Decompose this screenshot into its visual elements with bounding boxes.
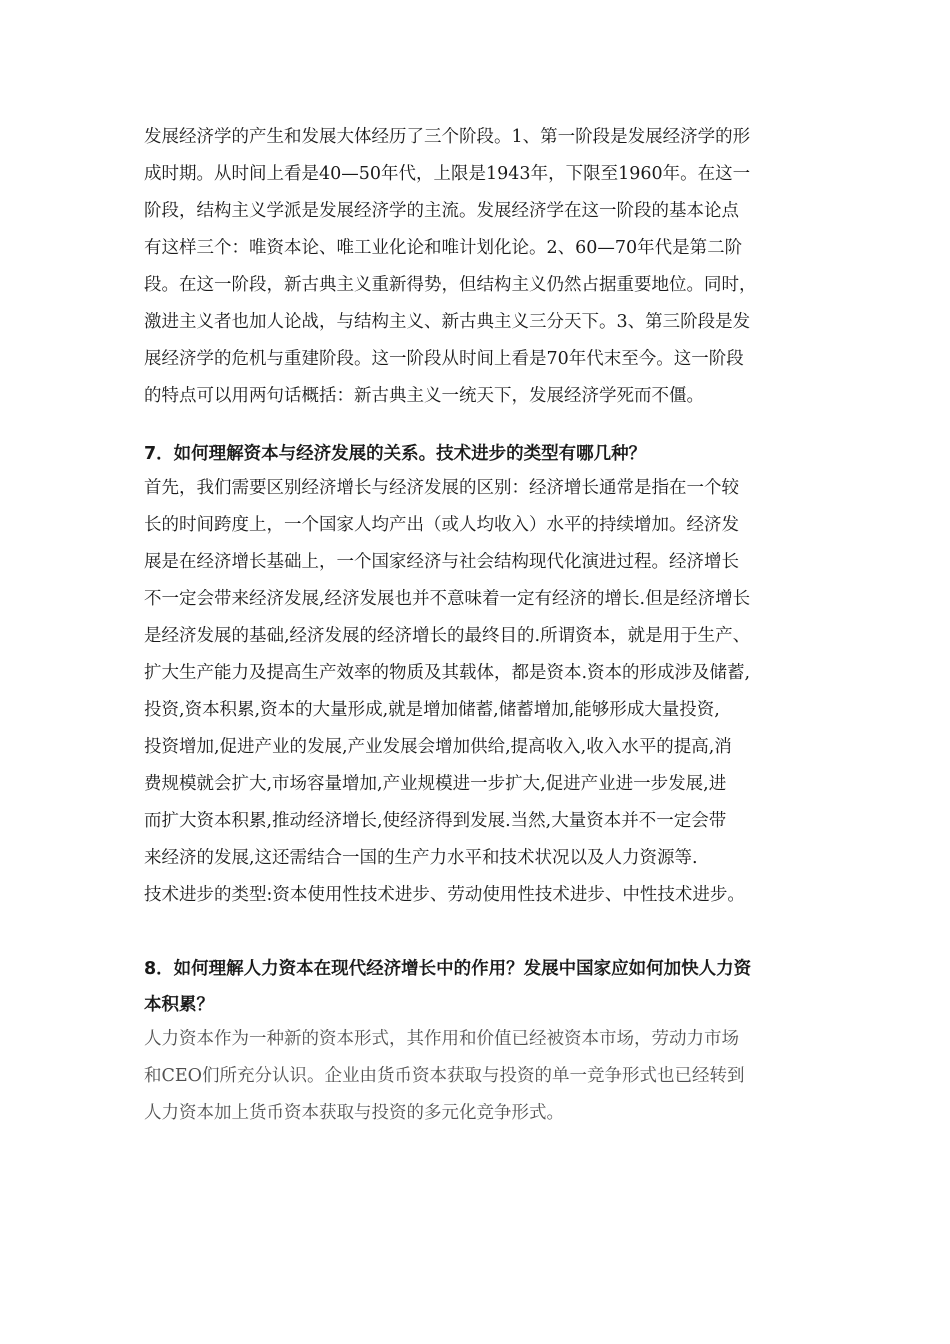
paragraph-line: 段。在这一阶段，新古典主义重新得势，但结构主义仍然占据重要地位。同时，	[144, 275, 757, 295]
paragraph-line: 有这样三个：唯资本论、唯工业化论和唯计划化论。2、60—70年代是第二阶	[144, 238, 743, 258]
paragraph-line: 投资,资本积累,资本的大量形成,就是增加储蓄,储蓄增加,能够形成大量投资,	[144, 700, 720, 720]
paragraph-line: 是经济发展的基础,经济发展的经济增长的最终目的.所谓资本，就是用于生产、	[144, 626, 751, 646]
paragraph-line: 展经济学的危机与重建阶段。这一阶段从时间上看是70年代末至今。这一阶段	[144, 349, 744, 369]
paragraph-line: 长的时间跨度上，一个国家人均产出（或人均收入）水平的持续增加。经济发	[144, 515, 739, 535]
question-heading: 本积累？	[144, 995, 214, 1015]
paragraph-line: 的特点可以用两句话概括：新古典主义一统天下，发展经济学死而不僵。	[144, 386, 704, 406]
paragraph-line: 人力资本作为一种新的资本形式，其作用和价值已经被资本市场，劳动力市场	[144, 1029, 739, 1049]
paragraph-line: 技术进步的类型:资本使用性技术进步、劳动使用性技术进步、中性技术进步。	[144, 885, 745, 905]
paragraph-line: 展是在经济增长基础上，一个国家经济与社会结构现代化演进过程。经济增长	[144, 552, 739, 572]
paragraph-line: 来经济的发展,这还需结合一国的生产力水平和技术状况以及人力资源等.	[144, 848, 698, 868]
question-heading: 8．如何理解人力资本在现代经济增长中的作用？发展中国家应如何加快人力资	[144, 959, 752, 979]
paragraph-line: 首先，我们需要区别经济增长与经济发展的区别：经济增长通常是指在一个较	[144, 478, 739, 498]
paragraph-line: 和CEO们所充分认识。企业由货币资本获取与投资的单一竞争形式也已经转到	[144, 1066, 745, 1086]
paragraph-line: 发展经济学的产生和发展大体经历了三个阶段。1、第一阶段是发展经济学的形	[144, 127, 751, 147]
paragraph-line: 而扩大资本积累,推动经济增长,使经济得到发展.当然,大量资本并不一定会带	[144, 811, 727, 831]
paragraph-line: 扩大生产能力及提高生产效率的物质及其载体，都是资本.资本的形成涉及储蓄,	[144, 663, 751, 683]
paragraph-line: 激进主义者也加人论战，与结构主义、新古典主义三分天下。3、第三阶段是发	[144, 312, 751, 332]
paragraph-line: 成时期。从时间上看是40—50年代，上限是1943年，下限至1960年。在这一	[144, 164, 751, 184]
question-heading: 7．如何理解资本与经济发展的关系。技术进步的类型有哪几种？	[144, 444, 647, 464]
paragraph-line: 阶段，结构主义学派是发展经济学的主流。发展经济学在这一阶段的基本论点	[144, 201, 739, 221]
paragraph-line: 人力资本加上货币资本获取与投资的多元化竞争形式。	[144, 1103, 564, 1123]
paragraph-line: 不一定会带来经济发展,经济发展也并不意味着一定有经济的增长.但是经济增长	[144, 589, 751, 609]
paragraph-line: 费规模就会扩大,市场容量增加,产业规模进一步扩大,促进产业进一步发展,进	[144, 774, 727, 794]
paragraph-line: 投资增加,促进产业的发展,产业发展会增加供给,提高收入,收入水平的提高,消	[144, 737, 732, 757]
